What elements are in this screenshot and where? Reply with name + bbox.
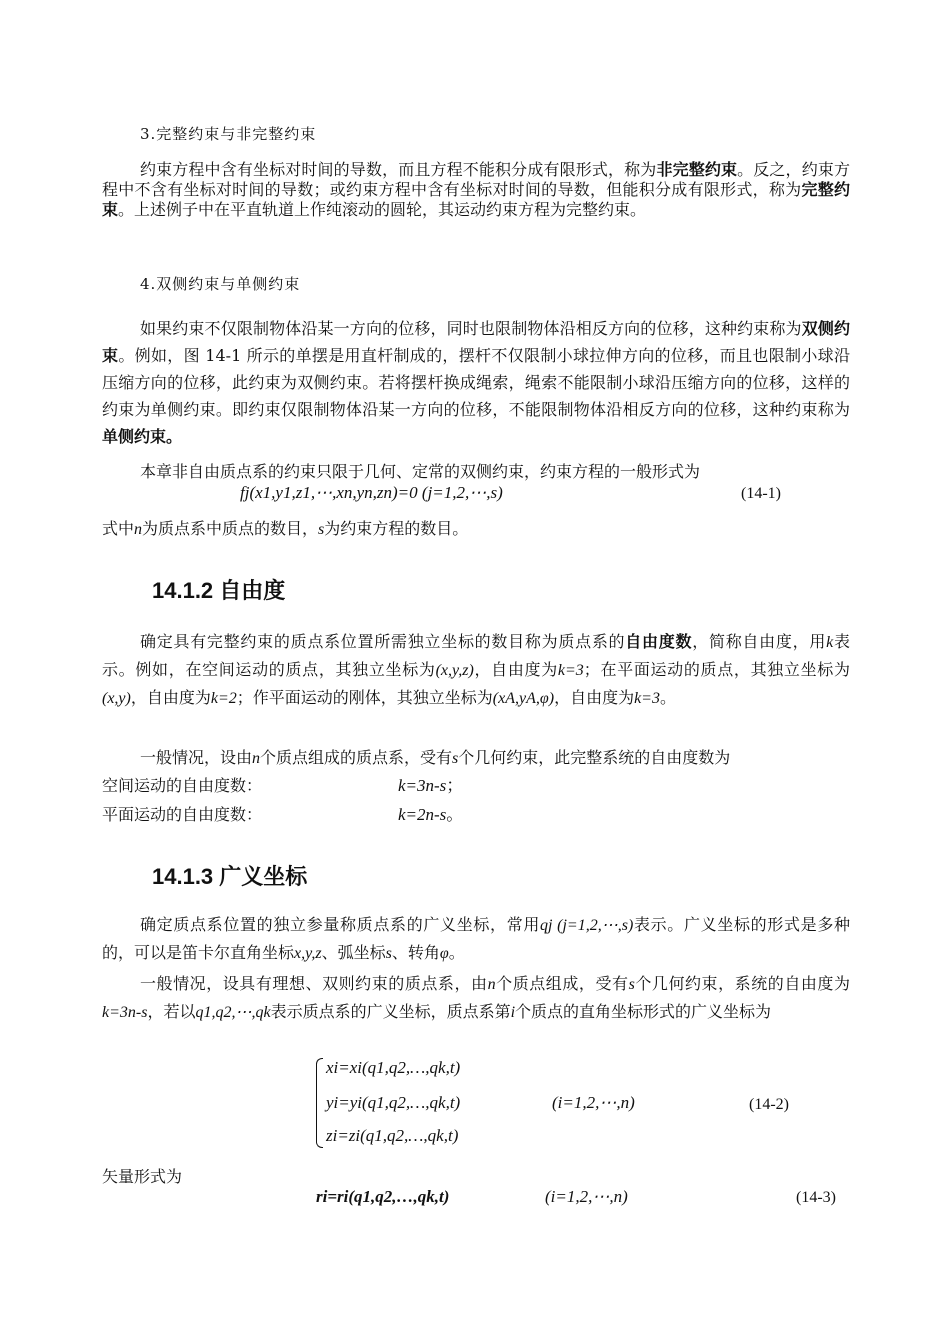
text-run: 个质点组成，受有 — [495, 974, 629, 993]
text-run: ，自由度为 — [130, 688, 211, 707]
math-k3n-s: k=3n-s — [398, 776, 447, 795]
paragraph-scope: 本章非自由质点系的约束只限于几何、定常的双侧约束，约束方程的一般形式为 — [140, 462, 701, 481]
text-run: 一般情况，设由 — [140, 748, 253, 767]
text-run: ，简称自由度，用 — [692, 632, 827, 651]
text-run: 如果约束不仅限制物体沿某一方向的位移，同时也限制物体沿相反方向的位移，这种约束称为 — [140, 319, 802, 338]
paragraph-where — [102, 516, 468, 539]
symbol-i: i — [510, 1004, 516, 1021]
equation-14-3: ri=ri(q1,q2,…,qk,t) — [316, 1187, 450, 1206]
paragraph-bilateral — [102, 315, 850, 450]
text-run: 个几何约束，系统的自由度为 — [634, 974, 850, 993]
math-k3-rigid: k=3 — [634, 690, 660, 707]
text-run: 个质点的直角坐标形式的广义坐标为 — [515, 1002, 772, 1021]
term-holonomic: 完整约束 — [102, 180, 850, 219]
text-run: ，自由度为 — [554, 688, 635, 707]
equation-number-14-1: (14-1) — [741, 485, 781, 502]
text-run: 约束方程中含有坐标对时间的导数，而且方程不能积分成有限形式，称为 — [140, 160, 657, 179]
text-run: 。反之，约束方程中不含有坐标对时间的导数；或约束方程中含有坐标对时间的导数，但能积分成有限形式，称为 — [102, 160, 850, 199]
symbol-s: s — [318, 521, 325, 538]
paragraph-general — [140, 745, 730, 768]
equation-14-2-line-2: yi=yi(q1,q2,…,qk,t) — [326, 1093, 461, 1112]
equation-14-2-line-3: zi=zi(q1,q2,…,qk,t) — [326, 1126, 459, 1145]
paragraph-generalized-2 — [102, 970, 850, 1026]
equation-14-2-line-1: xi=xi(q1,q2,…,qk,t) — [326, 1058, 461, 1077]
math-xa-ya-phi: (xA,yA,φ) — [492, 690, 555, 707]
text-run: 表示。广义坐标的形式是多种的，可以是笛卡尔直角坐标 — [102, 915, 850, 962]
math-q1-qk: q1,q2,⋯,qk — [195, 1004, 271, 1021]
text-run: 式中 — [102, 519, 135, 538]
text-run: ； — [446, 776, 464, 796]
math-k3: k=3 — [557, 662, 584, 679]
text-run: 个几何约束，此完整系统的自由度数为 — [458, 748, 731, 767]
math-k2: k=2 — [210, 690, 237, 707]
text-run: 。上述例子中在平直轨道上作纯滚动的圆轮，其运动约束方程为完整约束。 — [118, 200, 647, 219]
math-xy: (x,y) — [102, 690, 131, 707]
paragraph-dof — [102, 628, 850, 712]
term-bilateral: 双侧约束 — [102, 319, 850, 365]
term-unilateral: 单侧约束。 — [102, 427, 183, 446]
equation-14-2-range: (i=1,2,⋯,n) — [552, 1093, 635, 1112]
symbol-k: k — [826, 634, 834, 651]
text-run: ；在平面运动的质点，其独立坐标为 — [583, 660, 850, 679]
text-run: 。 — [659, 688, 676, 707]
term-dof: 自由度数 — [625, 632, 693, 651]
text-run: 表示。例如，在空间运动的质点，其独立坐标为 — [102, 632, 850, 679]
section-heading-3: 3.完整约束与非完整约束 — [140, 125, 317, 143]
equation-14-1: fj(x1,y1,z1,⋯,xn,yn,zn)=0 (j=1,2,⋯,s) — [240, 483, 503, 502]
math-k2n-s: k=2n-s — [398, 805, 447, 824]
symbol-s: s — [385, 945, 392, 962]
math-qj: qj (j=1,2,⋯,s) — [540, 917, 634, 934]
term-nonholonomic: 非完整约束 — [656, 160, 738, 179]
text-run: ；作平面运动的刚体，其独立坐标为 — [236, 688, 493, 707]
heading-14-1-3: 14.1.3 广义坐标 — [152, 864, 308, 889]
vector-form-label: 矢量形式为 — [102, 1167, 183, 1186]
text-run: 、转角 — [391, 943, 440, 962]
dof-plane-formula — [398, 800, 463, 825]
text-run: 确定质点系位置的独立参量称质点系的广义坐标，常用 — [140, 915, 541, 934]
heading-14-1-2: 14.1.2 自由度 — [152, 578, 286, 603]
math-xyz: x,y,z — [294, 945, 322, 962]
equation-number-14-2: (14-2) — [749, 1096, 789, 1113]
symbol-n: n — [252, 750, 261, 767]
dof-space-formula — [398, 771, 463, 796]
equation-brace — [316, 1058, 323, 1148]
paragraph-generalized-1 — [102, 911, 850, 967]
symbol-phi: φ — [439, 945, 449, 962]
dof-space-label: 空间运动的自由度数： — [102, 776, 263, 795]
text-run: 为质点系中质点的数目， — [142, 519, 319, 538]
text-run: 为约束方程的数目。 — [324, 519, 469, 538]
equation-14-3-range: (i=1,2,⋯,n) — [545, 1187, 628, 1206]
text-run: 。 — [448, 943, 465, 962]
paragraph-nonholonomic — [102, 160, 850, 220]
text-run: ，若以 — [147, 1002, 196, 1021]
section-heading-4: 4.双侧约束与单侧约束 — [140, 275, 301, 293]
dof-plane-label: 平面运动的自由度数： — [102, 805, 263, 824]
text-run: 表示质点系的广义坐标，质点系第 — [270, 1002, 511, 1021]
symbol-s: s — [628, 976, 635, 993]
text-run: 。 — [446, 805, 464, 825]
text-run: 一般情况，设具有理想、双则约束的质点系，由 — [140, 974, 488, 993]
math-xyz: (x,y,z) — [435, 662, 474, 679]
text-run: 个质点组成的质点系，受有 — [260, 748, 453, 767]
equation-number-14-3: (14-3) — [796, 1189, 836, 1206]
text-run: 确定具有完整约束的质点系位置所需独立坐标的数目称为质点系的 — [140, 632, 626, 651]
symbol-n: n — [134, 521, 143, 538]
symbol-n: n — [487, 976, 496, 993]
text-run: ，自由度为 — [473, 660, 558, 679]
symbol-s: s — [452, 750, 459, 767]
text-run: 、弧坐标 — [321, 943, 386, 962]
text-run: 。例如，图 14-1 所示的单摆是用直杆制成的，摆杆不仅限制小球拉伸方向的位移，而且也限制小球沿压缩方向的位移，此约束为双侧约束。若将摆杆换成绳索，绳索不能限制小球沿压缩方向的位移，这样的约束为单侧约束。即约束仅限制物体沿某一方向的位移，不能限制物体沿相反方向的位移，这种约束称为 — [102, 346, 850, 419]
math-k3n-s: k=3n-s — [102, 1004, 148, 1021]
